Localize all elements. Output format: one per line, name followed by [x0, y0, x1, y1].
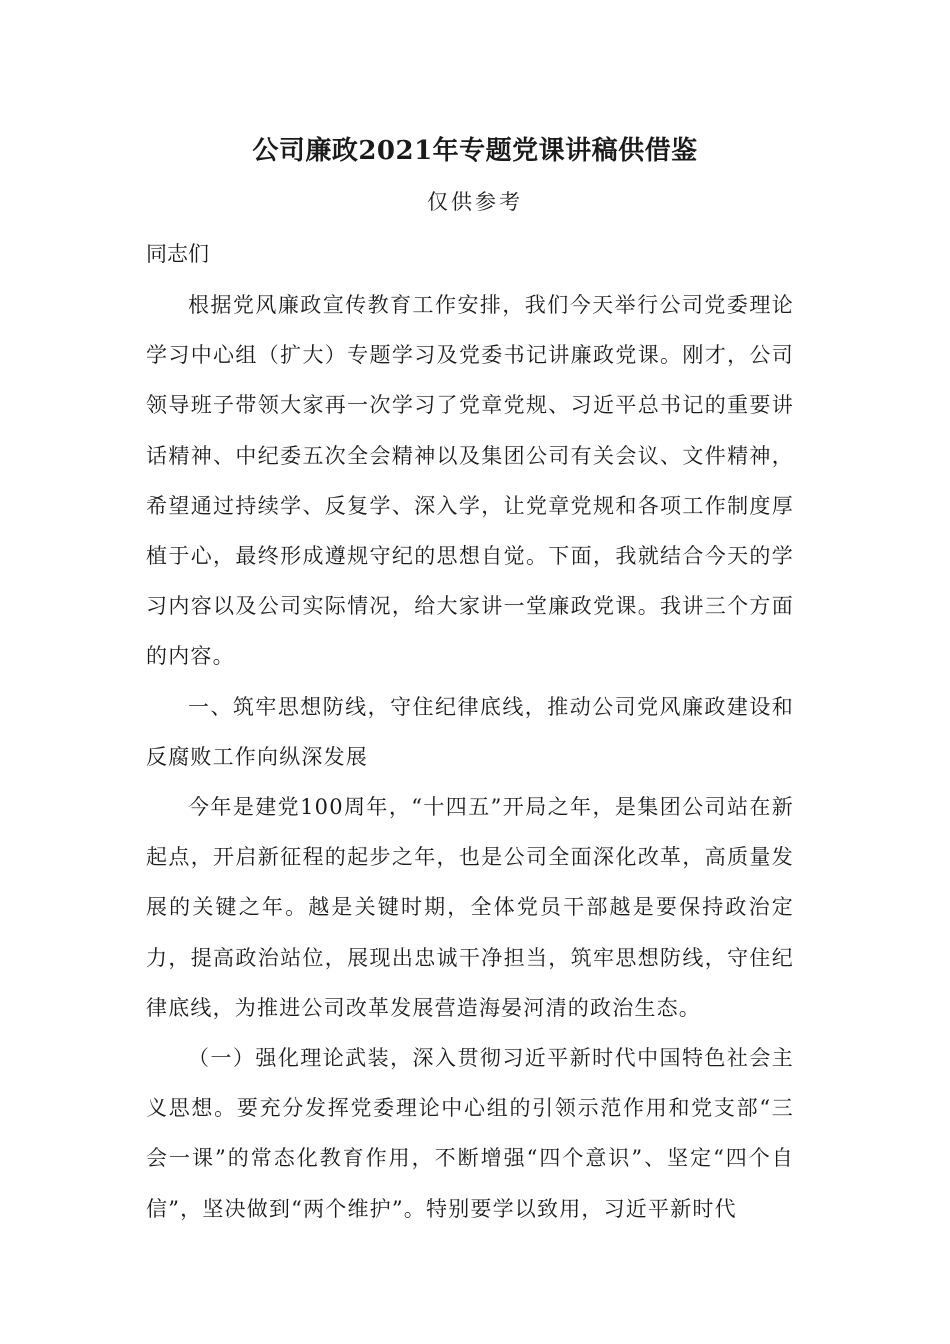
document-body: [146, 280, 794, 1234]
salutation: 同志们: [146, 242, 209, 266]
paragraph-intro: 根据党风廉政宣传教育工作安排，我们今天举行公司党委理论学习中心组（扩大）专题学习及党委书记讲廉政党课。刚才，公司领导班子带领大家再一次学习了党章党规、习近平总书记的重要讲话精神、中纪委五次全会精神以及集团公司有关会议、文件精神，希望通过持续学、反复学、深入学，让党章党规和各项工作制度厚植于心，最终形成遵规守纪的思想自觉。下面，我就结合今天的学习内容以及公司实际情况，给大家讲一堂廉政党课。我讲三个方面的内容。: [146, 293, 794, 669]
document-title: 公司廉政2021年专题党课讲稿供借鉴: [252, 136, 698, 166]
section-heading-1: 一、筑牢思想防线，守住纪律底线，推动公司党风廉政建设和反腐败工作向纵深发展: [146, 694, 794, 769]
paragraph-subsection-1: （一）强化理论武装，深入贯彻习近平新时代中国特色社会主义思想。要充分发挥党委理论中心组的引领示范作用和党支部“三会一课”的常态化教育作用，不断增强“四个意识”、坚定“四个自信”，坚决做到“两个维护”。特别要学以致用，习近平新时代: [146, 1046, 794, 1221]
document-subtitle: 仅供参考: [427, 190, 523, 214]
paragraph-context: 今年是建党100周年，“十四五”开局之年，是集团公司站在新起点，开启新征程的起步之年，也是公司全面深化改革，高质量发展的关键之年。越是关键时期，全体党员干部越是要保持政治定力，提高政治站位，展现出忠诚干净担当，筑牢思想防线，守住纪律底线，为推进公司改革发展营造海晏河清的政治生态。: [146, 795, 794, 1020]
